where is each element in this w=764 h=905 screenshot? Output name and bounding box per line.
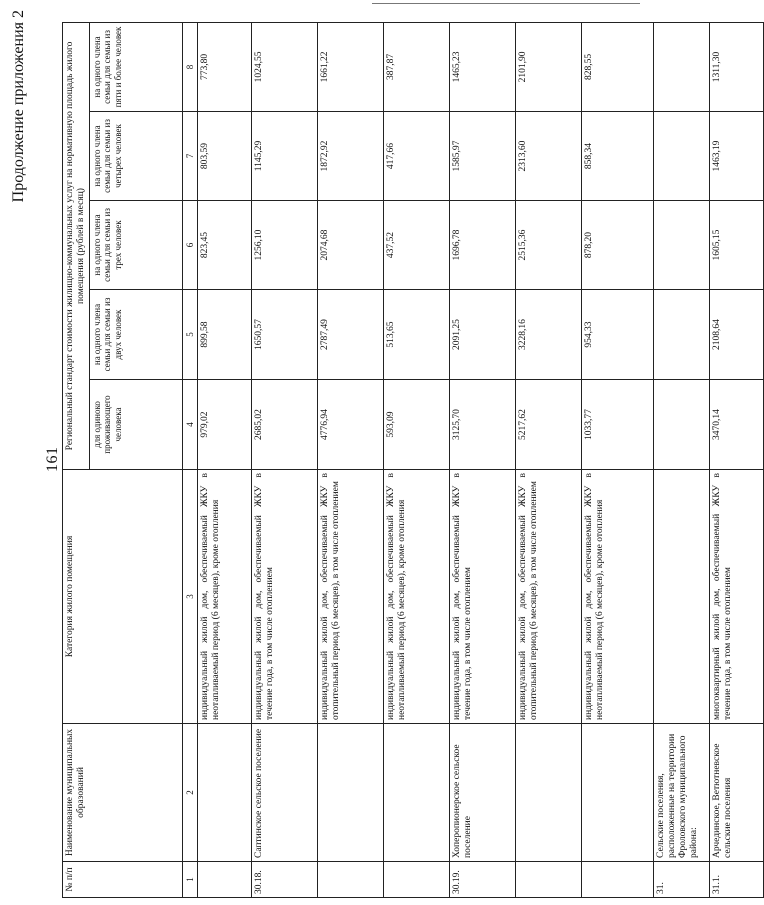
table-row [252, 22, 318, 897]
header-municipality: Наименование муниципальных образований [63, 724, 183, 862]
value-family-3: 1696,78 [450, 201, 516, 290]
value-family-5: 1661,22 [318, 22, 384, 111]
value-family-4 [654, 112, 710, 201]
value-single: 1033,77 [582, 380, 654, 470]
value-single: 5217,62 [516, 380, 582, 470]
row-municipality [198, 724, 252, 862]
table-row [710, 22, 764, 897]
row-category: индивидуальный жилой дом, обеспечиваемый ЖКУ в отопительный период (6 месяцев), в том числе отоплением [516, 470, 582, 724]
value-single: 3470,14 [710, 380, 764, 470]
header-family-3: на одного члена семьи для семьи из трех человек [89, 201, 182, 290]
row-num: 31. [654, 862, 710, 898]
row-category [654, 470, 710, 724]
value-single: 2685,02 [252, 380, 318, 470]
row-municipality [516, 724, 582, 862]
row-num [318, 862, 384, 898]
value-family-4: 1872,92 [318, 112, 384, 201]
value-family-2: 3228,16 [516, 290, 582, 380]
value-family-3 [654, 201, 710, 290]
value-family-2: 2091,25 [450, 290, 516, 380]
index-cell: 6 [182, 201, 197, 290]
page-number: 161 [44, 446, 61, 472]
row-category: индивидуальный жилой дом, обеспечиваемый ЖКУ в неотапливаемый период (6 месяцев), кроме отопления [582, 470, 654, 724]
header-num: № п/п [63, 862, 183, 898]
table-row [450, 22, 516, 897]
value-family-5: 1024,55 [252, 22, 318, 111]
row-category: индивидуальный жилой дом, обеспечиваемый ЖКУ в неотапливаемый период (6 месяцев), кроме отопления [198, 470, 252, 724]
table-row [198, 22, 252, 897]
value-family-5 [654, 22, 710, 111]
value-family-3: 437,52 [384, 201, 450, 290]
value-family-4: 1463,19 [710, 112, 764, 201]
table-row [318, 22, 384, 897]
row-municipality: Саптинское сельское поселение [252, 724, 318, 862]
value-family-2: 2787,49 [318, 290, 384, 380]
row-num: 30.19. [450, 862, 516, 898]
row-num [198, 862, 252, 898]
value-family-5: 828,55 [582, 22, 654, 111]
value-single: 4776,94 [318, 380, 384, 470]
row-category: многоквартирный жилой дом, обеспечиваемый ЖКУ в течение года, в том числе отоплением [710, 470, 764, 724]
value-single: 3125,70 [450, 380, 516, 470]
value-family-3: 2074,68 [318, 201, 384, 290]
value-family-3: 2515,36 [516, 201, 582, 290]
index-cell: 4 [182, 380, 197, 470]
row-category: индивидуальный жилой дом, обеспечиваемый ЖКУ в течение года, в том числе отоплением [450, 470, 516, 724]
value-family-3: 878,20 [582, 201, 654, 290]
value-family-4: 2313,60 [516, 112, 582, 201]
value-family-5: 773,80 [198, 22, 252, 111]
row-municipality [384, 724, 450, 862]
row-num [582, 862, 654, 898]
value-family-2: 954,33 [582, 290, 654, 380]
header-family-2: на одного члена семьи для семьи из двух человек [89, 290, 182, 380]
value-single: 979,02 [198, 380, 252, 470]
index-cell: 5 [182, 290, 197, 380]
index-cell: 8 [182, 22, 197, 111]
header-family-5: на одного члена семьи для семьи из пяти и более человек [89, 22, 182, 111]
value-single: 593,09 [384, 380, 450, 470]
row-municipality [318, 724, 384, 862]
table-row [582, 22, 654, 897]
row-category: индивидуальный жилой дом, обеспечиваемый ЖКУ в отопительный период (6 месяцев), в том числе отоплением [318, 470, 384, 724]
row-municipality: Сельские поселения, расположенные на территории Фроловского муниципального района: [654, 724, 710, 862]
housing-cost-table [62, 22, 764, 898]
value-family-4: 858,34 [582, 112, 654, 201]
value-family-5: 2101,90 [516, 22, 582, 111]
row-num: 31.1. [710, 862, 764, 898]
value-family-5: 1311,30 [710, 22, 764, 111]
value-family-2: 2108,64 [710, 290, 764, 380]
appendix-title: Продолжение приложения 2 [10, 10, 27, 203]
value-family-2: 513,65 [384, 290, 450, 380]
table-row [516, 22, 582, 897]
row-category: индивидуальный жилой дом, обеспечиваемый ЖКУ в течение года, в том числе отоплением [252, 470, 318, 724]
header-family-4: на одного члена семьи для семьи из четырех человек [89, 112, 182, 201]
index-cell: 7 [182, 112, 197, 201]
header-single: для одиноко проживающего человека [89, 380, 182, 470]
value-family-3: 1256,10 [252, 201, 318, 290]
row-num [516, 862, 582, 898]
value-family-4: 1585,97 [450, 112, 516, 201]
value-family-4: 803,59 [198, 112, 252, 201]
row-municipality [582, 724, 654, 862]
table-row [654, 22, 710, 897]
value-family-2: 1650,57 [252, 290, 318, 380]
row-municipality: Хоперопионерское сельское поселение [450, 724, 516, 862]
row-category: индивидуальный жилой дом, обеспечиваемый ЖКУ в неотапливаемый период (6 месяцев), кроме отопления [384, 470, 450, 724]
value-family-4: 417,66 [384, 112, 450, 201]
row-num [384, 862, 450, 898]
header-category: Категория жилого помещения [63, 470, 183, 724]
table-row [384, 22, 450, 897]
value-family-2 [654, 290, 710, 380]
value-family-3: 1605,15 [710, 201, 764, 290]
header-standard: Региональный стандарт стоимости жилищно-коммунальных услуг на нормативную площадь жилого помещения (рублей в месяц) [63, 22, 90, 469]
row-num: 30.18. [252, 862, 318, 898]
value-single [654, 380, 710, 470]
index-cell: 2 [182, 724, 197, 862]
column-index-row [182, 22, 197, 897]
value-family-4: 1145,29 [252, 112, 318, 201]
index-cell: 3 [182, 470, 197, 724]
value-family-2: 899,58 [198, 290, 252, 380]
value-family-3: 823,45 [198, 201, 252, 290]
index-cell: 1 [182, 862, 197, 898]
value-family-5: 1465,23 [450, 22, 516, 111]
value-family-5: 387,87 [384, 22, 450, 111]
row-municipality: Арчединское, Ветютневское сельские поселения [710, 724, 764, 862]
